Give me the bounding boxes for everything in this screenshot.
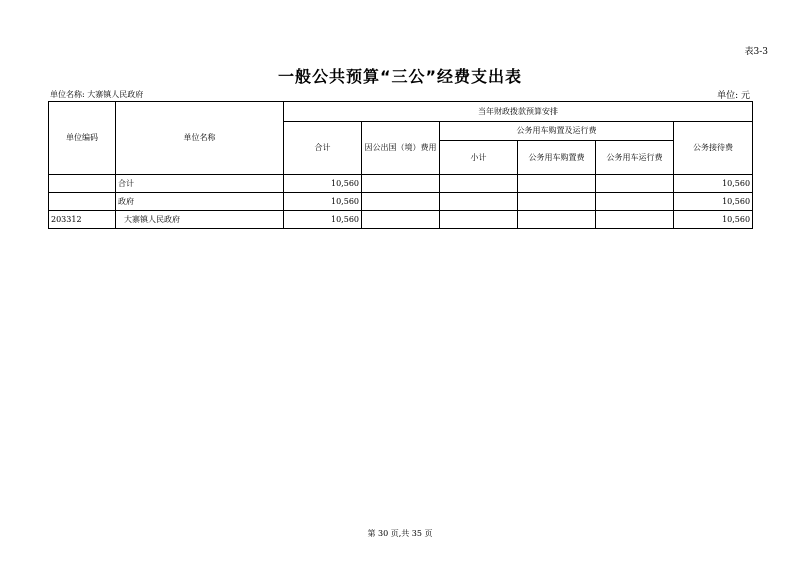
unit-name-label: 单位名称: 大寨镇人民政府	[50, 90, 144, 99]
table-number: 表3-3	[744, 47, 768, 57]
cell-operation	[596, 211, 674, 229]
header-overseas: 因公出国（境）费用	[362, 122, 440, 175]
cell-name: 政府	[116, 193, 284, 211]
header-subtotal: 小计	[440, 141, 518, 175]
cell-reception: 10,560	[674, 175, 753, 193]
cell-code	[49, 193, 116, 211]
cell-name: 合计	[116, 175, 284, 193]
cell-purchase	[518, 193, 596, 211]
header-vehicle: 公务用车购置及运行费	[440, 122, 674, 141]
cell-subtotal	[440, 211, 518, 229]
currency-unit-label: 单位: 元	[717, 91, 750, 101]
cell-overseas	[362, 175, 440, 193]
cell-overseas	[362, 211, 440, 229]
cell-subtotal	[440, 193, 518, 211]
header-reception: 公务接待费	[674, 122, 753, 175]
cell-reception: 10,560	[674, 193, 753, 211]
cell-purchase	[518, 175, 596, 193]
page-footer: 第 30 页,共 35 页	[367, 529, 433, 538]
table-row	[49, 211, 753, 229]
table-row	[49, 175, 753, 193]
table-row	[49, 193, 753, 211]
cell-code: 203312	[49, 211, 116, 229]
cell-total: 10,560	[284, 175, 362, 193]
cell-total: 10,560	[284, 211, 362, 229]
cell-operation	[596, 193, 674, 211]
budget-table	[48, 101, 753, 229]
page-title: 一般公共预算“三公”经费支出表	[277, 67, 523, 86]
cell-total: 10,560	[284, 193, 362, 211]
header-unit-code: 单位编码	[49, 102, 116, 175]
header-allocation: 当年财政拨款预算安排	[284, 102, 753, 122]
cell-operation	[596, 175, 674, 193]
header-vehicle-purchase: 公务用车购置费	[518, 141, 596, 175]
header-vehicle-operation: 公务用车运行费	[596, 141, 674, 175]
cell-reception: 10,560	[674, 211, 753, 229]
cell-purchase	[518, 211, 596, 229]
header-total: 合计	[284, 122, 362, 175]
cell-code	[49, 175, 116, 193]
cell-subtotal	[440, 175, 518, 193]
cell-name: 大寨镇人民政府	[116, 211, 284, 229]
cell-overseas	[362, 193, 440, 211]
header-unit-name: 单位名称	[116, 102, 284, 175]
